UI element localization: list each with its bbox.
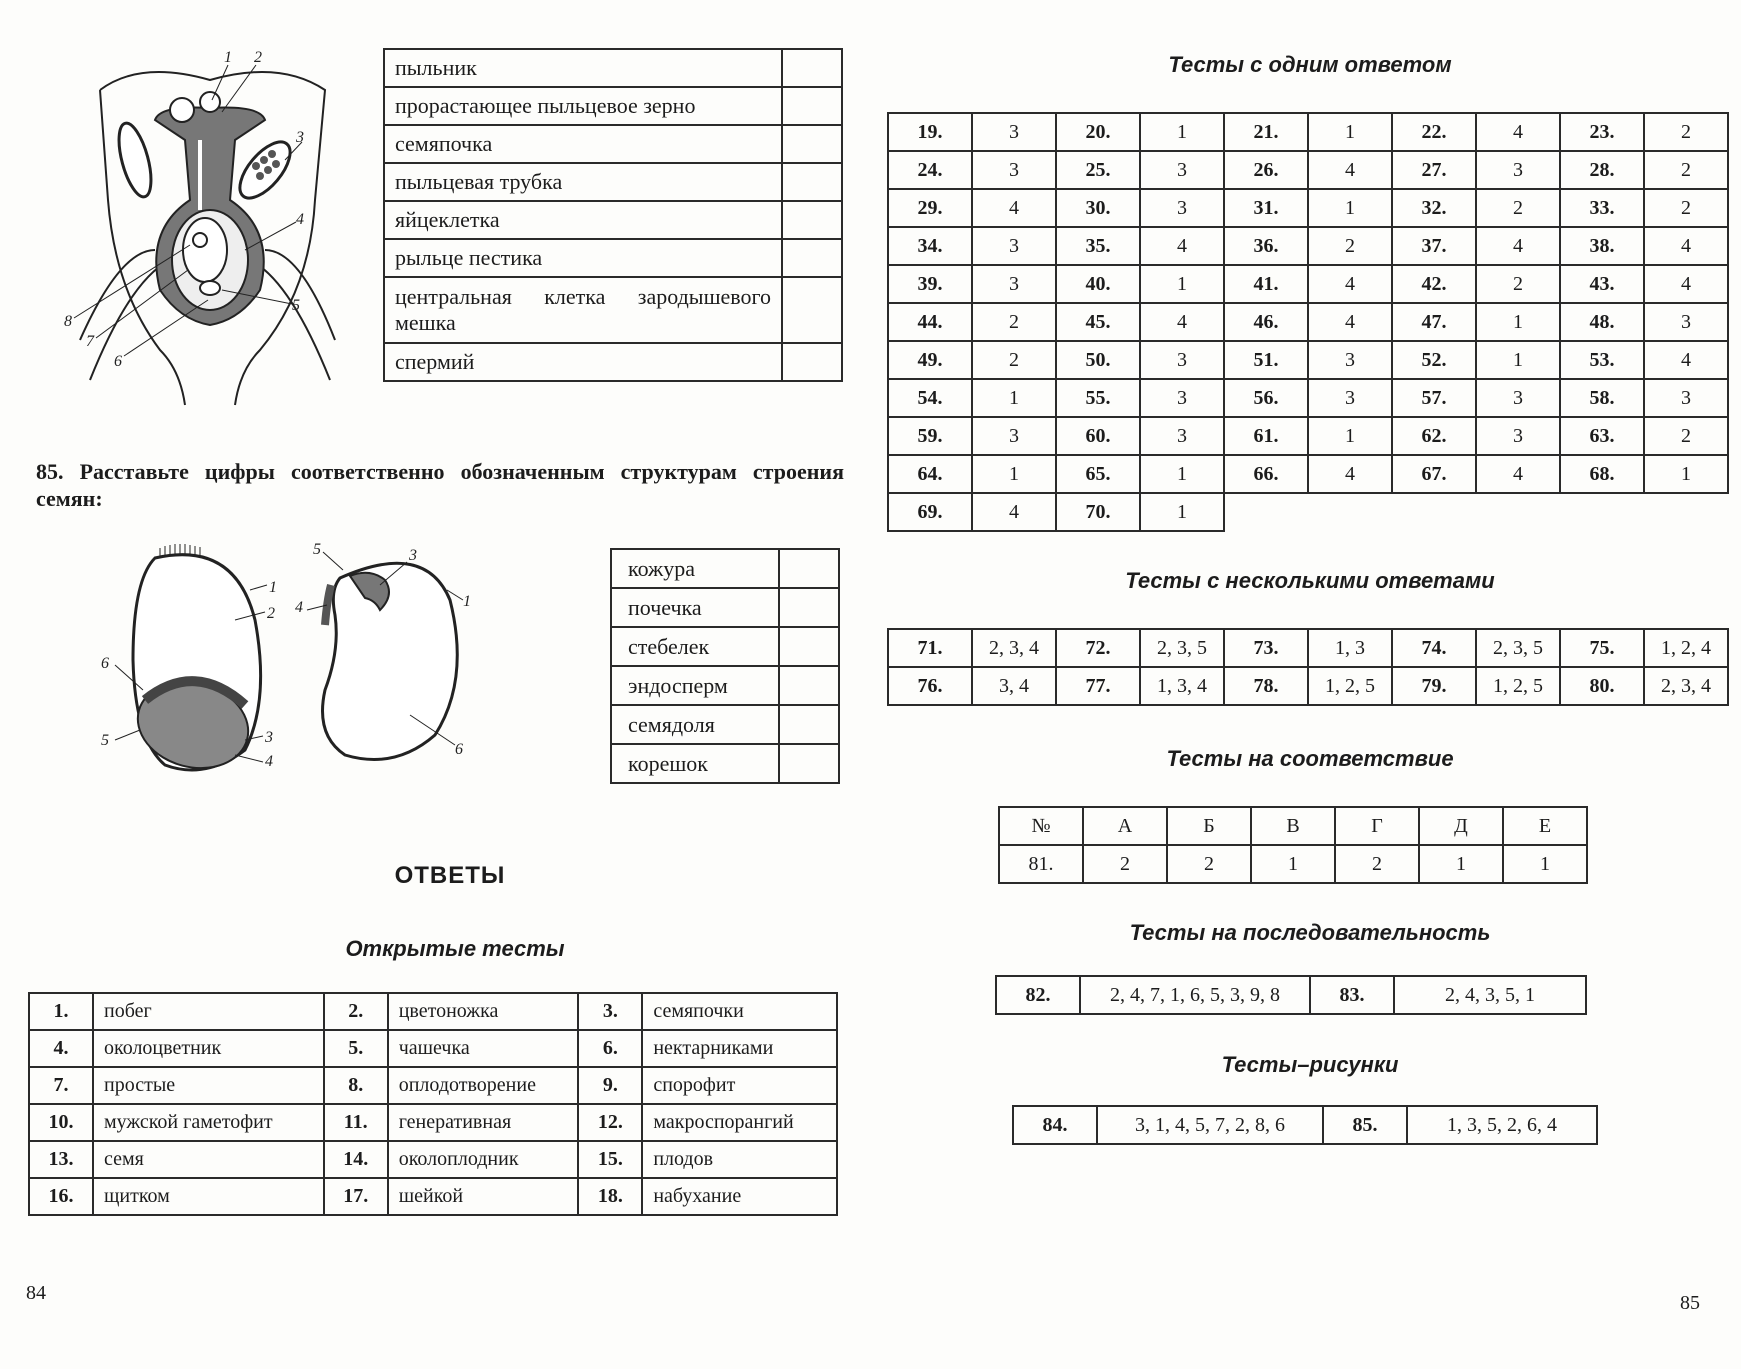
test-number: 9.: [578, 1067, 642, 1104]
seed-number: 3: [265, 729, 273, 746]
test-answer: 4: [972, 189, 1056, 227]
test-number: 28.: [1560, 151, 1644, 189]
seed-label: корешок: [611, 744, 779, 783]
table-row: [999, 807, 1587, 845]
test-answer: 1, 2, 4: [1644, 629, 1728, 667]
test-number: 44.: [888, 303, 972, 341]
test-answer: 3: [1308, 341, 1392, 379]
match-header-cell: Е: [1503, 807, 1587, 845]
flower-number: 3: [296, 129, 304, 146]
table-row: [611, 744, 839, 783]
test-number: 38.: [1560, 227, 1644, 265]
test-answer: щитком: [93, 1178, 324, 1215]
test-number: 50.: [1056, 341, 1140, 379]
seed-labels-table: [610, 548, 840, 784]
table-row: [384, 277, 842, 343]
test-number: 11.: [324, 1104, 388, 1141]
test-number: 10.: [29, 1104, 93, 1141]
test-number: 29.: [888, 189, 972, 227]
test-answer: 4: [1476, 455, 1560, 493]
seed-number: 6: [455, 741, 463, 758]
open-tests-heading: Открытые тесты: [345, 936, 565, 961]
test-answer: 4: [1476, 227, 1560, 265]
test-number: 82.: [996, 976, 1080, 1014]
test-answer: околоплодник: [388, 1141, 579, 1178]
test-answer: 3: [1476, 151, 1560, 189]
test-answer: 3: [1644, 379, 1728, 417]
table-row: [384, 49, 842, 87]
table-row: [888, 227, 1728, 265]
test-number: 39.: [888, 265, 972, 303]
test-answer: 4: [1308, 151, 1392, 189]
seed-number: 5: [101, 732, 109, 749]
test-number: 72.: [1056, 629, 1140, 667]
flower-label: спермий: [384, 343, 782, 381]
seed-label: эндосперм: [611, 666, 779, 705]
test-number: 5.: [324, 1030, 388, 1067]
match-header-cell: №: [999, 807, 1083, 845]
match-cell: 1: [1419, 845, 1503, 883]
table-row: [888, 379, 1728, 417]
test-answer: 2, 3, 5: [1476, 629, 1560, 667]
test-number: 75.: [1560, 629, 1644, 667]
match-header-cell: А: [1083, 807, 1167, 845]
test-number: 20.: [1056, 113, 1140, 151]
match-cell: 2: [1083, 845, 1167, 883]
seed-number: 1: [269, 579, 277, 596]
test-number: 54.: [888, 379, 972, 417]
page-number: 84: [26, 1282, 46, 1304]
test-number: 27.: [1392, 151, 1476, 189]
test-answer: нектарниками: [642, 1030, 837, 1067]
match-header-cell: Д: [1419, 807, 1503, 845]
test-number: 45.: [1056, 303, 1140, 341]
test-answer: 1: [1140, 455, 1224, 493]
open-tests-table: [28, 992, 838, 1216]
test-number: 53.: [1560, 341, 1644, 379]
test-answer: 4: [972, 493, 1056, 531]
test-answer: плодов: [642, 1141, 837, 1178]
seed-label: кожура: [611, 549, 779, 588]
table-row: [888, 455, 1728, 493]
test-number: 58.: [1560, 379, 1644, 417]
test-answer: 2, 4, 3, 5, 1: [1394, 976, 1586, 1014]
test-number: 17.: [324, 1178, 388, 1215]
test-number: 32.: [1392, 189, 1476, 227]
test-answer: 3: [972, 151, 1056, 189]
seed-number: 4: [265, 753, 273, 770]
seed-number: 3: [409, 547, 417, 564]
test-answer: 2: [1644, 189, 1728, 227]
single-answer-table: [887, 112, 1729, 532]
test-answer: 4: [1644, 265, 1728, 303]
table-row: [1013, 1106, 1597, 1144]
seed-label: стебелек: [611, 627, 779, 666]
test-number: 19.: [888, 113, 972, 151]
sequence-table: [995, 975, 1587, 1015]
test-number: 30.: [1056, 189, 1140, 227]
flower-label: семяпочка: [384, 125, 782, 163]
test-answer: 3: [972, 417, 1056, 455]
table-row: [888, 265, 1728, 303]
multi-answer-table: [887, 628, 1729, 706]
test-number: 80.: [1560, 667, 1644, 705]
answers-heading: ОТВЕТЫ: [394, 862, 506, 889]
test-number: 40.: [1056, 265, 1140, 303]
test-answer: 1: [1140, 113, 1224, 151]
test-number: 63.: [1560, 417, 1644, 455]
flower-label: рыльце пестика: [384, 239, 782, 277]
test-number: 42.: [1392, 265, 1476, 303]
table-row: [29, 1067, 837, 1104]
test-number: 70.: [1056, 493, 1140, 531]
test-answer: 4: [1140, 303, 1224, 341]
test-answer: 2: [1644, 151, 1728, 189]
test-number: 15.: [578, 1141, 642, 1178]
test-answer: 1, 3: [1308, 629, 1392, 667]
test-number: 22.: [1392, 113, 1476, 151]
test-number: 25.: [1056, 151, 1140, 189]
test-number: 43.: [1560, 265, 1644, 303]
test-answer: шейкой: [388, 1178, 579, 1215]
table-row: [888, 493, 1728, 531]
flower-number: 2: [254, 50, 262, 66]
seed-number: 5: [313, 541, 321, 558]
seed-label: почечка: [611, 588, 779, 627]
seed-number: 4: [295, 599, 303, 616]
test-answer: набухание: [642, 1178, 837, 1215]
test-answer: семяпочки: [642, 993, 837, 1030]
table-row: [29, 1178, 837, 1215]
table-row: [384, 163, 842, 201]
test-number: 34.: [888, 227, 972, 265]
test-number: 16.: [29, 1178, 93, 1215]
flower-label: центральная клетка зародышевого мешка: [384, 277, 782, 343]
test-number: 18.: [578, 1178, 642, 1215]
flower-label: пыльник: [384, 49, 782, 87]
test-answer: 2: [1644, 417, 1728, 455]
test-answer: 4: [1308, 455, 1392, 493]
match-cell: 1: [1251, 845, 1335, 883]
test-answer: 1: [1476, 341, 1560, 379]
test-answer: 2: [972, 341, 1056, 379]
test-answer: 3, 4: [972, 667, 1056, 705]
test-answer: 2: [1476, 189, 1560, 227]
match-cell: 81.: [999, 845, 1083, 883]
test-number: 52.: [1392, 341, 1476, 379]
test-number: 78.: [1224, 667, 1308, 705]
flower-label: пыльцевая трубка: [384, 163, 782, 201]
test-number: 47.: [1392, 303, 1476, 341]
match-header-cell: Г: [1335, 807, 1419, 845]
test-answer: 2, 3, 4: [1644, 667, 1728, 705]
flower-label: прорастающее пыльцевое зерно: [384, 87, 782, 125]
pictures-heading: Тесты–рисунки: [1221, 1052, 1399, 1077]
table-row: [384, 239, 842, 277]
test-number: 48.: [1560, 303, 1644, 341]
test-number: 74.: [1392, 629, 1476, 667]
test-answer: 2: [1644, 113, 1728, 151]
test-number: 2.: [324, 993, 388, 1030]
test-number: 56.: [1224, 379, 1308, 417]
flower-number: 1: [224, 50, 232, 66]
table-row: [29, 1030, 837, 1067]
test-answer: 3: [1140, 379, 1224, 417]
test-number: 33.: [1560, 189, 1644, 227]
test-answer: 1, 3, 4: [1140, 667, 1224, 705]
flower-labels-table: [383, 48, 843, 382]
table-row: [29, 1141, 837, 1178]
flower-number: 5: [292, 297, 300, 314]
table-row: [611, 705, 839, 744]
test-number: 13.: [29, 1141, 93, 1178]
seed-label: семядоля: [611, 705, 779, 744]
seed-number: 2: [267, 605, 275, 622]
flower-number: 8: [64, 313, 72, 330]
test-answer: 3: [1644, 303, 1728, 341]
table-row: [29, 1104, 837, 1141]
test-answer: спорофит: [642, 1067, 837, 1104]
table-row: [996, 976, 1586, 1014]
table-row: [888, 303, 1728, 341]
test-answer: 3: [1140, 341, 1224, 379]
flower-diagram: [60, 50, 360, 410]
test-number: 35.: [1056, 227, 1140, 265]
test-number: 14.: [324, 1141, 388, 1178]
seed-diagram: [95, 540, 495, 790]
test-number: 21.: [1224, 113, 1308, 151]
test-number: 73.: [1224, 629, 1308, 667]
question-number: 85.: [36, 459, 64, 484]
table-row: [384, 125, 842, 163]
multi-answer-heading: Тесты с несколькими ответами: [1125, 568, 1495, 593]
test-answer: 1, 3, 5, 2, 6, 4: [1407, 1106, 1597, 1144]
test-answer: 2: [972, 303, 1056, 341]
test-number: 24.: [888, 151, 972, 189]
test-answer: 4: [1140, 227, 1224, 265]
test-answer: 1: [1476, 303, 1560, 341]
test-number: 41.: [1224, 265, 1308, 303]
flower-label: яйцеклетка: [384, 201, 782, 239]
test-number: 1.: [29, 993, 93, 1030]
test-answer: околоцветник: [93, 1030, 324, 1067]
test-answer: 2, 3, 4: [972, 629, 1056, 667]
test-answer: 1: [972, 379, 1056, 417]
match-cell: 1: [1503, 845, 1587, 883]
match-table: [998, 806, 1588, 884]
test-answer: 2: [1308, 227, 1392, 265]
test-number: 31.: [1224, 189, 1308, 227]
question-text: Расставьте цифры соответственно обозначенным структурам строения семян:: [36, 459, 845, 511]
table-row: [888, 417, 1728, 455]
test-answer: 3: [972, 227, 1056, 265]
test-number: 3.: [578, 993, 642, 1030]
test-number: 59.: [888, 417, 972, 455]
test-answer: 3: [1140, 417, 1224, 455]
match-heading: Тесты на соответствие: [1166, 746, 1454, 771]
test-answer: чашечка: [388, 1030, 579, 1067]
test-number: 64.: [888, 455, 972, 493]
test-answer: 1: [1140, 493, 1224, 531]
test-number: 65.: [1056, 455, 1140, 493]
test-number: 79.: [1392, 667, 1476, 705]
test-number: 85.: [1323, 1106, 1407, 1144]
test-answer: оплодотворение: [388, 1067, 579, 1104]
test-number: 66.: [1224, 455, 1308, 493]
test-answer: 1: [972, 455, 1056, 493]
test-number: 36.: [1224, 227, 1308, 265]
test-number: 4.: [29, 1030, 93, 1067]
test-number: 77.: [1056, 667, 1140, 705]
test-answer: цветоножка: [388, 993, 579, 1030]
page-number: 85: [1680, 1292, 1700, 1314]
match-cell: 2: [1167, 845, 1251, 883]
match-header-cell: В: [1251, 807, 1335, 845]
match-header-cell: Б: [1167, 807, 1251, 845]
table-row: [888, 151, 1728, 189]
table-row: [29, 993, 837, 1030]
pictures-table: [1012, 1105, 1598, 1145]
test-answer: 3: [972, 265, 1056, 303]
seed-number: 1: [463, 593, 471, 610]
table-row: [888, 113, 1728, 151]
table-row: [611, 549, 839, 588]
test-number: 12.: [578, 1104, 642, 1141]
test-answer: 1: [1308, 417, 1392, 455]
test-answer: 3: [1140, 151, 1224, 189]
test-number: 76.: [888, 667, 972, 705]
table-row: [888, 667, 1728, 705]
match-cell: 2: [1335, 845, 1419, 883]
test-answer: 1, 2, 5: [1308, 667, 1392, 705]
test-answer: простые: [93, 1067, 324, 1104]
question-85: [36, 458, 844, 512]
flower-number: 6: [114, 353, 122, 370]
test-number: 55.: [1056, 379, 1140, 417]
test-number: 7.: [29, 1067, 93, 1104]
single-answer-heading: Тесты с одним ответом: [1168, 52, 1452, 77]
test-answer: 4: [1308, 265, 1392, 303]
test-answer: 3: [1140, 189, 1224, 227]
test-number: 23.: [1560, 113, 1644, 151]
test-number: 49.: [888, 341, 972, 379]
test-answer: 1, 2, 5: [1476, 667, 1560, 705]
test-answer: 4: [1476, 113, 1560, 151]
test-answer: 1: [1308, 113, 1392, 151]
test-number: 68.: [1560, 455, 1644, 493]
test-answer: 4: [1644, 227, 1728, 265]
test-number: 26.: [1224, 151, 1308, 189]
test-answer: мужской гаметофит: [93, 1104, 324, 1141]
test-answer: 3, 1, 4, 5, 7, 2, 8, 6: [1097, 1106, 1323, 1144]
test-answer: семя: [93, 1141, 324, 1178]
table-row: [384, 343, 842, 381]
test-number: 8.: [324, 1067, 388, 1104]
test-number: 51.: [1224, 341, 1308, 379]
test-number: 71.: [888, 629, 972, 667]
table-row: [999, 845, 1587, 883]
test-number: 6.: [578, 1030, 642, 1067]
table-row: [888, 189, 1728, 227]
table-row: [384, 201, 842, 239]
test-number: 61.: [1224, 417, 1308, 455]
table-row: [384, 87, 842, 125]
flower-number: 7: [86, 333, 94, 350]
test-answer: 4: [1644, 341, 1728, 379]
test-number: 84.: [1013, 1106, 1097, 1144]
test-answer: 3: [972, 113, 1056, 151]
test-answer: 3: [1476, 417, 1560, 455]
test-answer: 2, 3, 5: [1140, 629, 1224, 667]
test-number: 60.: [1056, 417, 1140, 455]
test-number: 83.: [1310, 976, 1394, 1014]
table-row: [611, 627, 839, 666]
test-number: 57.: [1392, 379, 1476, 417]
test-answer: 1: [1140, 265, 1224, 303]
test-number: 46.: [1224, 303, 1308, 341]
test-answer: генеративная: [388, 1104, 579, 1141]
test-answer: побег: [93, 993, 324, 1030]
table-row: [888, 341, 1728, 379]
table-row: [611, 666, 839, 705]
test-answer: 3: [1476, 379, 1560, 417]
test-answer: 1: [1644, 455, 1728, 493]
table-row: [611, 588, 839, 627]
test-number: 67.: [1392, 455, 1476, 493]
test-answer: 4: [1308, 303, 1392, 341]
test-number: 62.: [1392, 417, 1476, 455]
test-answer: 2, 4, 7, 1, 6, 5, 3, 9, 8: [1080, 976, 1310, 1014]
table-row: [888, 629, 1728, 667]
seed-number: 6: [101, 655, 109, 672]
test-answer: 3: [1308, 379, 1392, 417]
test-answer: макроспорангий: [642, 1104, 837, 1141]
test-answer: 2: [1476, 265, 1560, 303]
sequence-heading: Тесты на последовательность: [1129, 920, 1491, 945]
test-answer: 1: [1308, 189, 1392, 227]
flower-number: 4: [296, 211, 304, 228]
test-number: 69.: [888, 493, 972, 531]
test-number: 37.: [1392, 227, 1476, 265]
